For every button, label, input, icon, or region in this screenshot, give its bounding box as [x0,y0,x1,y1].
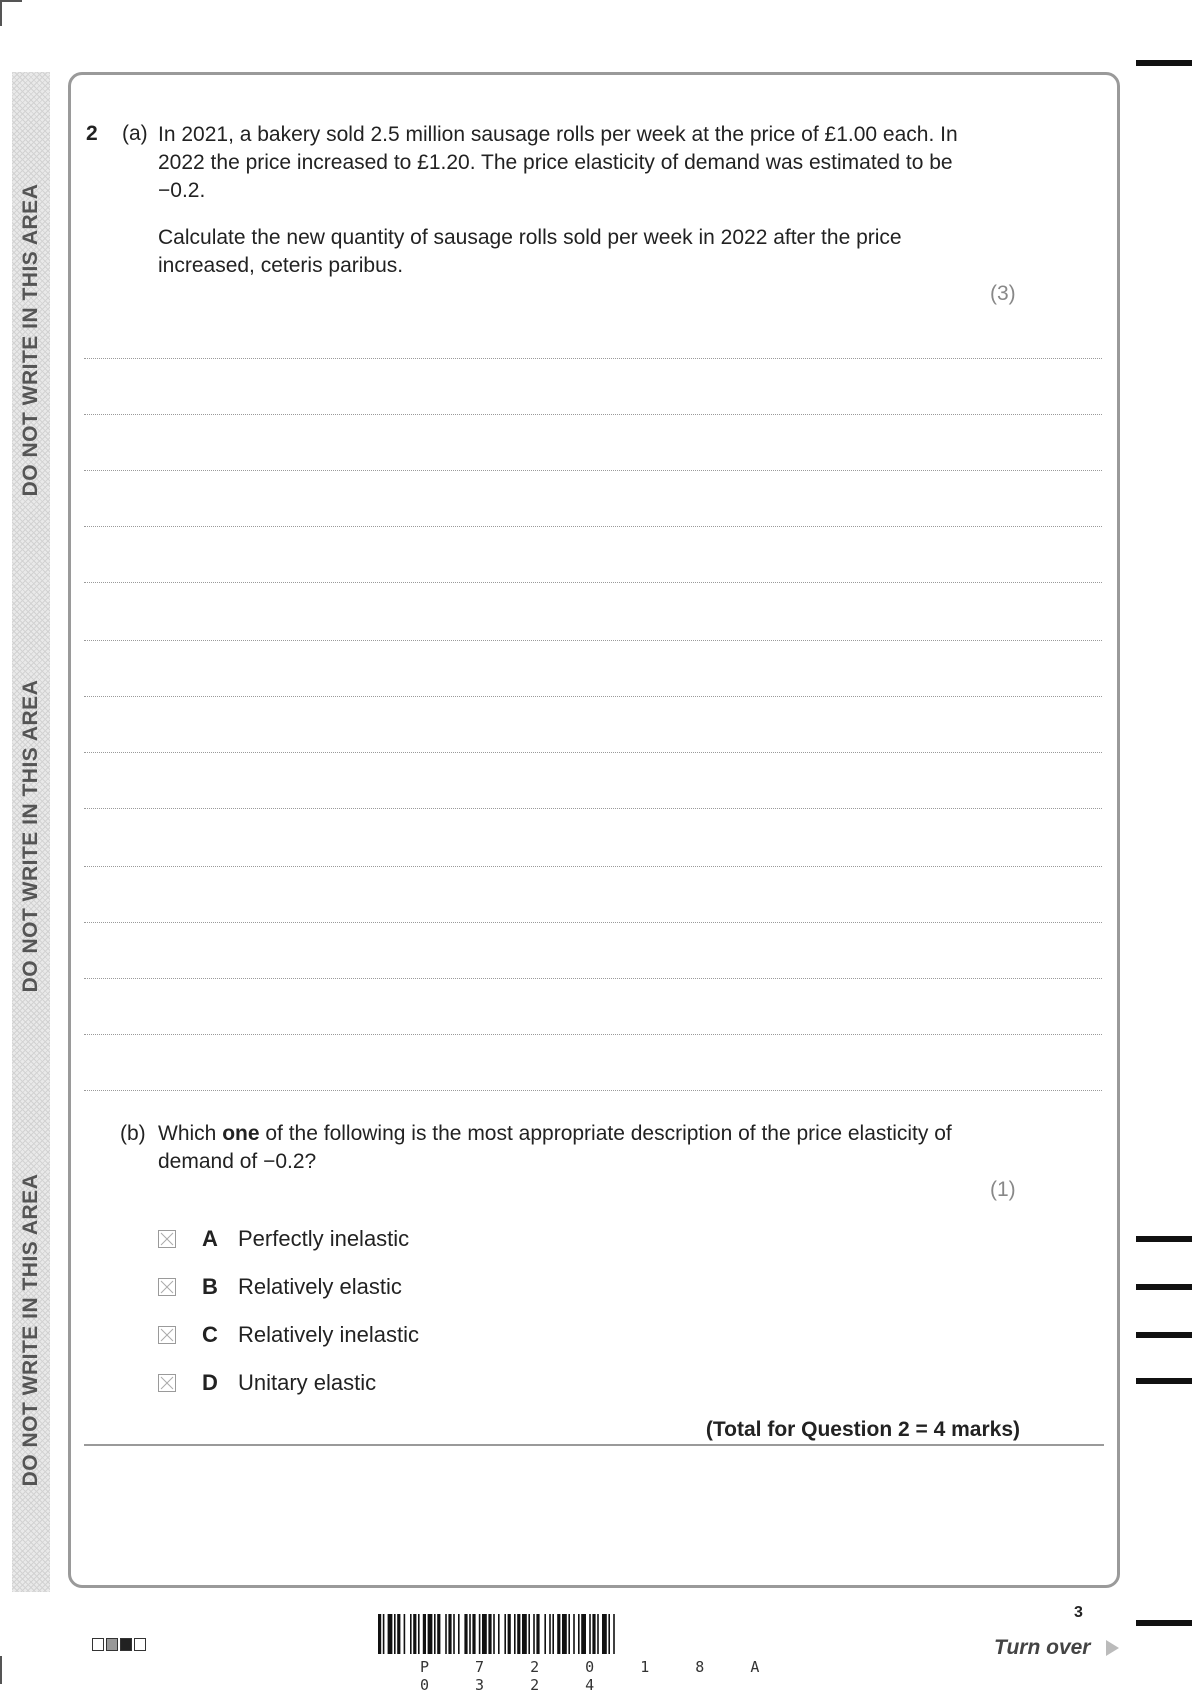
option-b[interactable] [158,1272,402,1302]
option-c-letter: C [202,1322,218,1347]
ref-box [106,1638,118,1651]
part-a-marks: (3) [990,282,1016,305]
answer-line[interactable] [84,358,1102,359]
total-divider [84,1444,1104,1446]
answer-line[interactable] [84,582,1102,583]
cross-icon [159,1375,175,1391]
crop-mark-top-left [0,0,2,26]
option-a-checkbox[interactable] [158,1230,176,1248]
answer-line[interactable] [84,1090,1102,1091]
ref-box [120,1638,132,1651]
answer-line[interactable] [84,866,1102,867]
answer-line[interactable] [84,696,1102,697]
option-d[interactable] [158,1368,376,1398]
cross-icon [159,1279,175,1295]
option-b-text: Relatively elastic [238,1274,402,1299]
turn-over-label: Turn over [994,1636,1091,1659]
part-b-stem-emphasis: one [222,1122,260,1145]
page-marker [1136,1236,1192,1242]
answer-line[interactable] [84,922,1102,923]
answer-line[interactable] [84,640,1102,641]
page-marker [1136,1620,1192,1626]
cross-icon [159,1327,175,1343]
ref-box [134,1638,146,1651]
crop-mark-bottom-left [0,1656,2,1684]
part-b-stem [158,1120,998,1176]
option-d-text: Unitary elastic [238,1370,377,1395]
option-b-letter: B [202,1274,218,1299]
answer-line[interactable] [84,808,1102,809]
part-b-stem-prefix: Which [158,1122,223,1145]
page-marker [1136,1332,1192,1338]
option-c-text: Relatively inelastic [238,1322,419,1347]
page-number: 3 [1074,1604,1083,1621]
option-b-checkbox[interactable] [158,1278,176,1296]
answer-frame [68,72,1120,1588]
barcode-digits: P 7 2 0 1 8 A 0 3 2 4 [420,1658,778,1694]
option-c-checkbox[interactable] [158,1326,176,1344]
answer-line[interactable] [84,752,1102,753]
page-marker [1136,1284,1192,1290]
page-marker [1136,1378,1192,1384]
option-d-letter: D [202,1370,218,1395]
part-b-stem-suffix: of the following is the most appropriate description of the price elasticity of demand of −0.2? [158,1122,952,1173]
question-number: 2 [86,122,98,145]
answer-line[interactable] [84,414,1102,415]
turn-over-arrow-icon [1106,1640,1119,1656]
part-b-label: (b) [120,1122,146,1145]
option-a[interactable] [158,1224,409,1254]
option-a-letter: A [202,1226,218,1251]
page-marker [1136,60,1192,66]
answer-line[interactable] [84,1034,1102,1035]
answer-line[interactable] [84,526,1102,527]
answer-line[interactable] [84,978,1102,979]
option-d-checkbox[interactable] [158,1374,176,1392]
barcode [378,1614,810,1654]
crop-mark-top-left-h [0,0,22,2]
option-c[interactable] [158,1320,419,1350]
part-a-stem: In 2021, a bakery sold 2.5 million sausage rolls per week at the price of £1.00 each. In 2022 the price increased to £1.20. The price elasticity of demand was estimated to be −0.2. [158,123,958,202]
ref-box [92,1638,104,1651]
cross-icon [159,1231,175,1247]
paper-reference-boxes [92,1638,146,1651]
question-total: (Total for Question 2 = 4 marks) [705,1418,1020,1441]
answer-line[interactable] [84,470,1102,471]
part-b-marks: (1) [990,1178,1016,1201]
option-a-text: Perfectly inelastic [238,1226,410,1251]
part-a-label: (a) [122,122,148,145]
part-a-instruction: Calculate the new quantity of sausage rolls sold per week in 2022 after the price increased, ceteris paribus. [158,226,902,277]
